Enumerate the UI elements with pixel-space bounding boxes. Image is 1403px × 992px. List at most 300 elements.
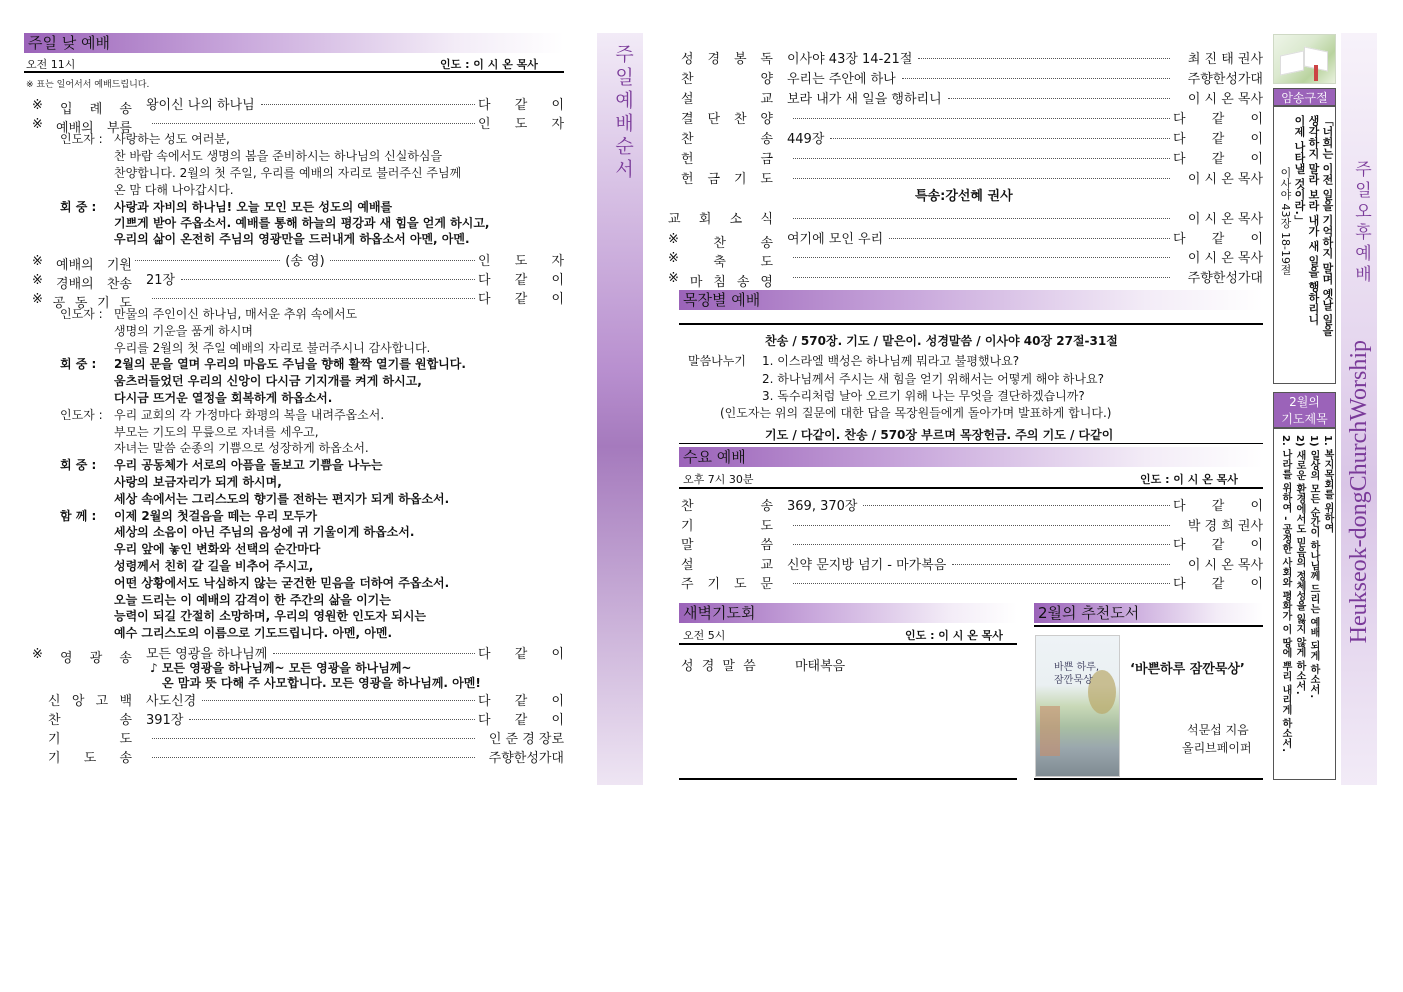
order-person [1173, 228, 1263, 247]
cell-order: 찬송 / 570장. 기도 / 맡은이. 성경말씀 / 이사야 40장 27절-31절 [765, 334, 1118, 348]
order-value: 369, 370장 [787, 499, 858, 514]
order-label-char: 기 [48, 751, 61, 766]
order-label-char: 영 [760, 274, 773, 290]
order-row [681, 148, 1263, 167]
order-label-char: 경 [707, 52, 721, 67]
order-person-char: 같 [1211, 132, 1225, 147]
sunday-worship-title: 주일 낮 예배 [28, 34, 110, 52]
order-label-char: 단 [707, 112, 721, 127]
order-person: 주향한성가대 [1187, 72, 1263, 87]
church-name-text: Heukseok-dongChurchWorship [1346, 340, 1372, 644]
leader-dots [273, 653, 475, 654]
leader-dots [793, 583, 1170, 584]
stand-mark: ※ [668, 270, 679, 286]
prayer-topics-header [1273, 392, 1336, 428]
stand-mark: ※ [32, 117, 43, 132]
order-label-char: 찬송 [106, 277, 132, 292]
memory-box [1273, 106, 1336, 384]
order-label-char: 성 [681, 52, 694, 67]
order-label-char: 백 [119, 694, 132, 709]
stand-mark: ※ [668, 231, 679, 247]
order-row [681, 128, 1263, 147]
order-label-char: 교 [760, 92, 773, 107]
leader-dots [793, 158, 1170, 159]
book-cover-image [1035, 635, 1120, 777]
order-person-char: 이 [551, 292, 564, 307]
order-label [668, 271, 773, 290]
order-person-char: 이 [1250, 577, 1263, 592]
order-person [1173, 148, 1263, 167]
order-row [32, 113, 564, 136]
prayer-line: 움츠러들었던 우리의 신앙이 다시금 기지개를 켜게 하시고, [114, 374, 422, 389]
order-person-char: 같 [1211, 231, 1225, 247]
leader-dots [135, 260, 280, 261]
wednesday-header [679, 447, 1263, 467]
cell-worship-title: 목장별 예배 [683, 291, 761, 309]
order-person: 이 시 온 목사 [1187, 212, 1263, 227]
cell-question-1: 1. 이스라엘 백성은 하나님께 뭐라고 불평했나요? [762, 354, 1020, 368]
stand-mark: ※ [32, 98, 43, 113]
order-strip-title: 주일예배순서 [612, 44, 634, 182]
special-song: 특송:강선혜 권사 [915, 189, 1013, 204]
order-label-char: 송 [760, 132, 773, 147]
order-person [478, 250, 564, 269]
order-person-char: 다 [1173, 577, 1186, 592]
stand-mark: ※ [32, 647, 43, 662]
order-label-char: 공 [52, 296, 66, 311]
prayer-line: 어떤 상황에서도 낙심하지 않는 굳건한 믿음을 더하여 주옵소서. [114, 575, 450, 590]
book-name: ‘바쁜하루 잠깐묵상’ [1130, 662, 1245, 677]
order-label [48, 709, 132, 728]
order-label-char: 기원 [106, 258, 132, 273]
prayer-line: 이제 2월의 첫걸음을 떼는 우리 모두가 [114, 508, 318, 523]
prayer-topic-1: 1. 복지목회를 위하여 [1322, 435, 1333, 533]
order-person-char: 이 [1250, 152, 1263, 167]
sunday-leader: 인도 : 이 시 온 목사 [440, 58, 538, 71]
stand-mark: ※ [32, 254, 43, 269]
order-person-char: 인 [478, 117, 491, 132]
glory-lyric-1: ♪ 모든 영광을 하나님께~ 모든 영광을 하나님께~ [150, 661, 412, 675]
order-person-char: 같 [514, 273, 528, 288]
order-label-char: 송 [760, 499, 773, 514]
order-label-char: 금 [707, 172, 721, 187]
order-person-char: 도 [514, 117, 528, 132]
order-person [1173, 495, 1263, 514]
cell-question-3: 3. 독수리처럼 날아 오르기 위해 나는 무엇을 결단하겠습니까? [762, 389, 1085, 403]
order-person-char: 다 [478, 292, 491, 307]
order-person: 주향한성가대 [488, 751, 564, 766]
order-person-char: 다 [478, 98, 491, 113]
book-author: 석문섭 지음 [1187, 723, 1249, 737]
order-value: 왕이신 나의 하나님 [146, 98, 255, 113]
prayer-topics-box [1273, 428, 1336, 780]
leader-dots [830, 138, 1170, 139]
order-person-char: 다 [1173, 112, 1186, 127]
order-person-char: 이 [551, 694, 564, 709]
order-label-char: 주 [681, 577, 694, 592]
leader-dots [202, 700, 475, 701]
bible-page-left [1280, 50, 1304, 75]
order-person-char: 이 [551, 647, 564, 662]
order-label-char: 마 [689, 274, 703, 290]
prayer-line: 예수 그리스도의 이름으로 기도드립니다. 아멘, 아멘. [114, 626, 392, 641]
leader-dots [152, 738, 475, 739]
order-label-char: 봉 [733, 52, 747, 67]
prayer-line: 우리 공동체가 서로의 아픔을 돌보고 기쁨을 나누는 [114, 458, 383, 473]
bible-ribbon [1314, 65, 1318, 81]
call-line: 찬 바람 속에서도 생명의 봄을 준비하시는 하나님의 신실하심을 [114, 149, 443, 163]
order-person-char: 이 [551, 98, 564, 113]
memory-col-2: 생각하지 말라 보라 내가 새 일을 행하리니 [1307, 115, 1320, 325]
order-label-char: 회 [698, 212, 712, 227]
stand-note: ※ 표는 일어서서 예배드립니다. [26, 80, 150, 90]
leader-dots [793, 277, 1170, 278]
order-person-char: 인 [478, 254, 491, 269]
order-person-char: 다 [1173, 132, 1186, 147]
leader-dots [902, 78, 1170, 79]
call-line: 사랑과 자비의 하나님! 오늘 모인 모든 성도의 예배를 [114, 200, 393, 214]
order-label-char: 기 [48, 732, 61, 747]
order-label [681, 128, 773, 147]
prayer-line: 성령께서 친히 갈 길을 비추어 주시고, [114, 559, 314, 573]
order-value: 이사야 43장 14-21절 [787, 52, 913, 67]
prayer-role: 회 중 : [60, 458, 97, 473]
sunday-time: 오전 11시 [26, 58, 76, 71]
order-label-char: 양 [760, 72, 773, 87]
sunday-worship-header [24, 33, 564, 53]
order-label-char: 교 [760, 557, 773, 573]
dawn-rule-bottom [679, 778, 1017, 780]
call-line: 찬양합니다. 2월의 첫 주일, 우리를 예배의 자리로 불러주신 주님께 [114, 166, 462, 180]
order-label-char: 양 [760, 112, 773, 127]
prayer-line: 다시금 뜨거운 열정을 회복하게 하옵소서. [114, 391, 333, 405]
order-label [681, 573, 773, 592]
order-label-char: 헌 [681, 152, 694, 167]
book-rule-bottom [1034, 778, 1263, 780]
order-row [681, 88, 1263, 107]
order-value: 모든 영광을 하나님께 [146, 647, 268, 662]
call-line: 기쁘게 받아 주옵소서. 예배를 통해 하늘의 평강과 새 힘을 얻게 하시고, [114, 216, 490, 230]
dawn-rule [679, 643, 1017, 645]
order-row [48, 747, 564, 766]
order-person-char: 다 [478, 273, 491, 288]
order-label-char: 축 [713, 255, 726, 270]
leader-dots [152, 757, 475, 758]
order-person [1173, 128, 1263, 147]
order-label-char: 례 [89, 102, 103, 117]
leader-dots [948, 98, 1170, 99]
cell-rule-bottom [679, 443, 1263, 444]
sunday-rule [24, 71, 564, 73]
book-cover-title-2: 잠깐묵상 [1054, 675, 1093, 686]
order-person [478, 690, 564, 709]
order-label-char: 도 [119, 732, 132, 747]
prayer-role: 인도자 : [60, 307, 103, 321]
leader-dots [952, 564, 1170, 565]
order-label-char: 기 [733, 172, 747, 187]
prayer-topic-1a: 1) 일상의 모든 순간이 하나님께 드리는 예배 되게 하소서. [1308, 435, 1319, 699]
order-person: 주향한성가대 [1187, 270, 1263, 286]
order-label-char: 찬 [48, 713, 61, 728]
book-rule [1034, 625, 1263, 627]
order-person-char: 다 [478, 694, 491, 709]
order-label-char: 송 [119, 713, 132, 728]
order-label-char: 광 [89, 651, 103, 666]
order-label-char: 찬 [713, 235, 726, 251]
dawn-leader: 인도 : 이 시 온 목사 [905, 629, 1003, 642]
order-label-char: 찬 [681, 132, 694, 147]
leader-dots [261, 104, 475, 105]
order-person [478, 288, 564, 307]
order-label-char: 예배의 [56, 121, 94, 136]
order-person-char: 같 [1211, 577, 1225, 592]
order-label-char: 송 [119, 751, 132, 766]
order-label-char: 찬 [681, 499, 694, 514]
order-label-char: 소 [729, 212, 743, 227]
order-person-char: 다 [1173, 499, 1186, 514]
order-row [681, 495, 1263, 514]
memory-header [1273, 88, 1336, 106]
order-row [681, 534, 1263, 553]
order-person-char: 같 [1211, 152, 1225, 167]
cell-rule-top [679, 323, 1263, 325]
order-person-char: 이 [1250, 538, 1263, 553]
prayer-line: 만물의 주인이신 하나님, 매서운 추위 속에서도 [114, 307, 358, 321]
glory-lyric-2: 온 맘과 뜻 다해 주 사모합니다. 모든 영광을 하나님께. 아멘! [162, 676, 481, 690]
order-person-char: 자 [551, 117, 564, 132]
order-person: 이 시 온 목사 [1187, 172, 1263, 187]
order-person [1173, 573, 1263, 592]
order-label [681, 88, 773, 107]
wednesday-title: 수요 예배 [683, 448, 746, 466]
order-person: 인 준 경 장로 [488, 732, 564, 747]
order-label-char: 동 [74, 296, 88, 311]
prayer-topic-2: 2. 나라를 위하여 - 공정한 사회와 평화가 이 땅에 뿌리 내리게 하소서. [1280, 435, 1291, 753]
leader-dots [152, 298, 475, 299]
book-cover-title-1: 바쁜 하루, [1054, 662, 1099, 673]
order-label-char: 앙 [71, 694, 85, 709]
order-person-char: 이 [1250, 231, 1263, 247]
order-label-char: 설 [681, 92, 694, 107]
book-header [1034, 603, 1263, 623]
order-label [681, 534, 773, 553]
order-row [48, 690, 564, 709]
order-label [48, 747, 132, 766]
stand-mark: ※ [32, 292, 43, 307]
order-person: 이 시 온 목사 [1187, 92, 1263, 107]
order-label-char: 금 [760, 152, 773, 167]
cell-question-label: 말씀나누기 [688, 354, 746, 368]
leader-dots [793, 218, 1170, 219]
prayer-line: 사랑의 보금자리가 되게 하시며, [114, 475, 282, 489]
order-value: 신약 문지방 넘기 - 마가복음 [787, 557, 947, 573]
order-label [48, 690, 132, 709]
prayer-line: 우리 앞에 놓인 변화와 선택의 순간마다 [114, 542, 321, 557]
order-row [48, 728, 564, 747]
evening-title: 주일오후예배 [1351, 160, 1371, 286]
order-person-char: 도 [514, 254, 528, 269]
order-label-char: 영 [60, 651, 73, 666]
order-person-char: 다 [1173, 231, 1186, 247]
book-cover-building [1040, 706, 1060, 756]
leader-dots [889, 238, 1170, 239]
order-person-char: 같 [514, 647, 528, 662]
leader-dots [793, 178, 1170, 179]
prayer-role: 함 께 : [60, 508, 97, 523]
dawn-row [681, 655, 981, 674]
order-label-char: 결 [681, 112, 694, 127]
order-row [681, 168, 1263, 187]
leader-dots [793, 544, 1170, 545]
order-label-char: 고 [95, 694, 109, 709]
order-value: 여기에 모인 우리 [787, 231, 884, 247]
wednesday-leader: 인도 : 이 시 온 목사 [1140, 473, 1238, 486]
prayer-topics-title-1: 2월의 [1289, 395, 1320, 409]
order-label [681, 168, 773, 187]
order-value: 보라 내가 새 일을 행하리니 [787, 92, 942, 107]
order-value: 우리는 주안에 하나 [787, 72, 896, 87]
order-label-char: 씀 [760, 538, 773, 553]
stand-mark: ※ [668, 251, 679, 266]
order-person [478, 113, 564, 132]
order-person-char: 같 [514, 694, 528, 709]
order-row [681, 515, 1263, 534]
order-label-char: 설 [681, 557, 694, 573]
prayer-line: 세상의 소음이 아닌 주님의 음성에 귀 기울이게 하옵소서. [114, 525, 415, 540]
order-label-char: 송 [736, 274, 750, 290]
order-label-char: 신 [48, 694, 61, 709]
prayer-line: 능력이 되길 간절히 소망하며, 우리의 영원한 인도자 되시는 [114, 609, 427, 624]
leader-dots [793, 257, 1170, 258]
order-person-char: 이 [551, 713, 564, 728]
book-publisher: 올리브페이퍼 [1182, 741, 1252, 755]
order-label-char: 기 [681, 518, 694, 534]
leader-dots [863, 505, 1170, 506]
order-person-char: 이 [551, 273, 564, 288]
call-line: 사랑하는 성도 여러분, [114, 132, 230, 146]
dawn-title: 새벽기도회 [683, 604, 756, 622]
order-label-char: 문 [760, 577, 773, 592]
order-label [681, 48, 773, 67]
memory-col-3: 이제 나타낼 것이라.」 [1293, 115, 1306, 226]
leader-dots [330, 260, 475, 261]
prayer-line: 우리를 2월의 첫 주일 예배의 자리로 불러주시니 감사합니다. [114, 340, 431, 355]
order-label-char: 기 [97, 296, 110, 311]
order-person-char: 같 [1211, 499, 1225, 514]
order-person-char: 같 [1211, 538, 1225, 553]
order-row [681, 68, 1263, 87]
cell-question-2: 2. 하나님께서 주시는 새 힘을 얻기 위해서는 어떻게 해야 하나요? [762, 372, 1104, 386]
order-label-char: 송 [119, 102, 132, 117]
order-label-char: 부름 [106, 121, 132, 136]
order-label-char: 경배의 [56, 277, 94, 292]
order-label [681, 515, 773, 534]
order-label [681, 554, 773, 573]
dawn-time: 오전 5시 [683, 629, 726, 642]
leader-dots [189, 719, 475, 720]
order-person-char: 같 [1211, 112, 1225, 127]
order-person-char: 다 [478, 647, 491, 662]
order-value: 21장 [146, 273, 176, 288]
memory-col-4: 이사야 43장 18-19절 [1279, 167, 1292, 275]
order-label-char: 찬 [681, 72, 694, 87]
order-label-char: 송 [119, 651, 132, 666]
order-row [48, 709, 564, 728]
order-label [48, 728, 132, 747]
book-title: 2월의 추천도서 [1038, 604, 1140, 622]
leader-dots [152, 123, 475, 124]
order-label-char: 찬 [733, 112, 747, 127]
order-label [681, 495, 773, 514]
order-person-char: 이 [1250, 112, 1263, 127]
order-label [681, 148, 773, 167]
memory-col-1: 「너희는 이전 일을 기억하지 말며 옛날 일을 [1321, 115, 1334, 336]
prayer-line: 우리 교회의 각 가정마다 화평의 복을 내려주옵소서. [114, 407, 385, 422]
memory-title: 암송구절 [1281, 91, 1328, 105]
bible-photo [1273, 34, 1336, 84]
stand-mark: ※ [32, 273, 43, 288]
order-label-char: 헌 [681, 172, 694, 187]
prayer-topic-1b: 2) 새로운 환경에서도 믿음의 정체성을 잃지 않게 하소서. [1294, 435, 1305, 695]
order-person [1173, 534, 1263, 553]
order-person-char: 같 [514, 292, 528, 307]
order-row [668, 208, 1263, 227]
prayer-line: 오늘 드리는 이 예배의 감격이 한 주간의 삶을 이기는 [114, 592, 391, 607]
prayer-role: 회 중 : [60, 357, 97, 372]
order-label-char: 침 [713, 274, 726, 290]
leader-dots [793, 525, 1170, 526]
order-label-char: 독 [760, 52, 773, 67]
order-person-char: 같 [514, 713, 528, 728]
order-label [681, 68, 773, 87]
order-row [681, 48, 1263, 67]
prayer-topics-title-2: 기도제목 [1281, 412, 1328, 426]
cell-note: (인도자는 위의 질문에 대한 답을 목장원들에게 돌아가며 발표하게 합니다.) [720, 406, 1112, 420]
order-row [668, 267, 1263, 290]
order-person: 박 경 희 권사 [1187, 518, 1263, 534]
order-label-char: 도 [119, 296, 132, 311]
call-role-congregation: 회 중 : [60, 200, 97, 214]
order-person-char: 다 [478, 713, 491, 728]
cell-closing: 기도 / 다같이. 찬송 / 570장 부르며 목장헌금. 주의 기도 / 다같이 [765, 428, 1114, 442]
leader-dots [793, 118, 1170, 119]
order-person-char: 자 [551, 254, 564, 269]
order-person [1173, 108, 1263, 127]
order-label-char: 입 [60, 102, 73, 117]
order-row [681, 573, 1263, 592]
prayer-line: 자녀는 말씀 순종의 기쁨으로 성장하게 하옵소서. [114, 441, 369, 456]
dawn-header [679, 603, 1017, 623]
order-label-char: 교 [668, 212, 681, 227]
order-person-char: 다 [1173, 152, 1186, 167]
order-person [478, 709, 564, 728]
call-role-leader: 인도자 : [60, 132, 103, 146]
order-label [32, 647, 132, 666]
order-person [478, 643, 564, 662]
prayer-line: 부모는 기도의 무릎으로 자녀를 세우고, [114, 424, 319, 439]
order-value: 449장 [787, 132, 825, 147]
order-person-char: 이 [1250, 499, 1263, 514]
order-label [668, 208, 773, 227]
dawn-label: 성 경 말 씀 [681, 659, 758, 674]
order-person [478, 94, 564, 113]
cell-worship-header [679, 290, 1263, 310]
order-label-char: 도 [733, 577, 747, 592]
prayer-line: 세상 속에서는 그리스도의 향기를 전하는 편지가 되게 하옵소서. [114, 491, 450, 506]
order-label-char: 도 [83, 751, 97, 766]
order-person: 최 진 태 권사 [1187, 52, 1263, 67]
order-row [681, 108, 1263, 127]
